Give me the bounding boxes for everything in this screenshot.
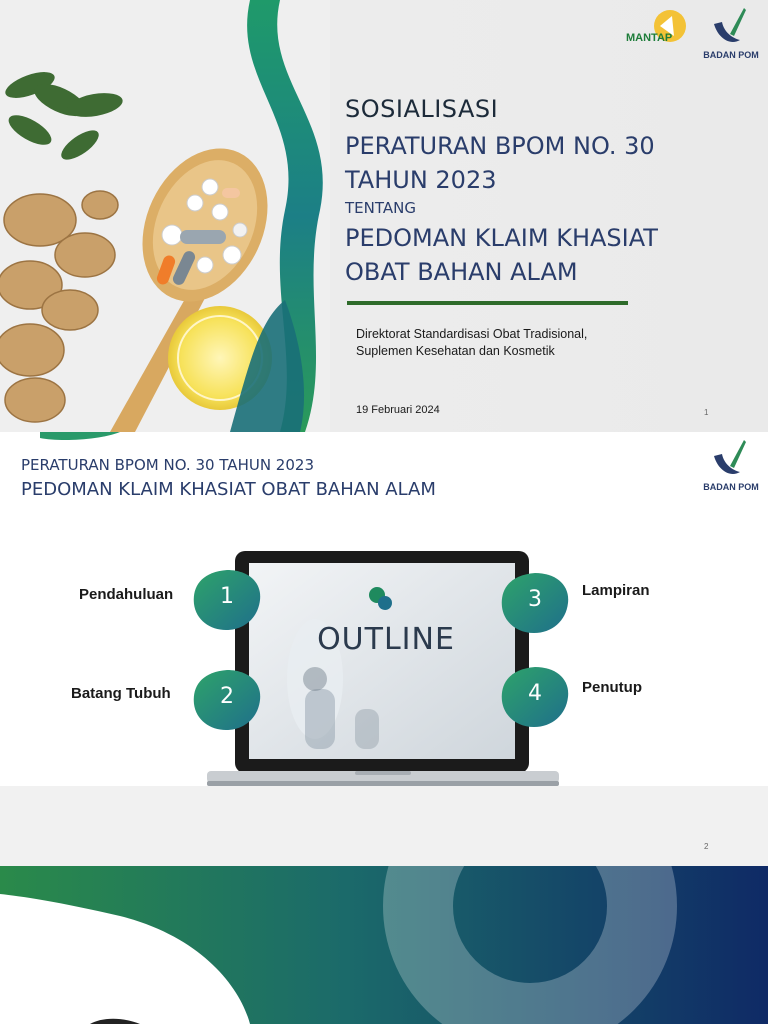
badan-pom-logo <box>700 436 762 492</box>
outline-item-penutup: Penutup <box>582 679 642 696</box>
outline-title: OUTLINE <box>317 622 455 657</box>
slide-header-regulation: PERATURAN BPOM NO. 30 TAHUN 2023 <box>21 456 314 474</box>
ribbon-tail <box>40 432 120 442</box>
title-obat: OBAT BAHAN ALAM <box>345 258 578 286</box>
outline-number-3: 3 <box>528 587 542 612</box>
directorate-line-1: Direktorat Standardisasi Obat Tradisional, <box>356 327 588 341</box>
title-block <box>345 95 755 289</box>
outline-item-pendahuluan: Pendahuluan <box>79 586 174 603</box>
slide-2-footer <box>0 786 768 866</box>
outline-number-2: 2 <box>220 684 234 709</box>
outline-bubble-4 <box>500 665 570 729</box>
title-tahun: TAHUN 2023 <box>345 166 497 194</box>
title-peraturan: PERATURAN BPOM NO. 30 <box>345 132 655 160</box>
badan-pom-logo-text: BADAN POM <box>703 50 759 60</box>
outline-number-1: 1 <box>220 584 234 609</box>
badan-pom-logo <box>700 4 762 60</box>
slide-1 <box>0 0 768 432</box>
slide-number: 1 <box>704 408 709 417</box>
slide-2 <box>0 432 768 786</box>
mantap-logo-text: MANTAP <box>626 32 673 44</box>
outline-bubble-1 <box>192 568 262 632</box>
slide-3-background <box>0 866 768 1024</box>
outline-bubble-2 <box>192 668 262 732</box>
outline-item-lampiran: Lampiran <box>582 582 650 599</box>
chat-icon <box>366 584 396 614</box>
slide-3 <box>0 866 768 1024</box>
herbal-photo <box>0 0 330 432</box>
title-pedoman: PEDOMAN KLAIM KHASIAT <box>345 224 658 252</box>
mantap-logo <box>624 8 692 54</box>
directorate-line-2: Suplemen Kesehatan dan Kosmetik <box>356 344 555 358</box>
slide-header-title: PEDOMAN KLAIM KHASIAT OBAT BAHAN ALAM <box>21 479 436 500</box>
title-sosialisasi: SOSIALISASI <box>345 95 499 123</box>
slide-number: 2 <box>704 842 709 851</box>
directorate <box>356 326 676 360</box>
badan-pom-logo-text: BADAN POM <box>703 482 759 492</box>
title-tentang: TENTANG <box>345 199 416 217</box>
title-underline <box>347 301 628 305</box>
outline-number-4: 4 <box>528 681 542 706</box>
outline-bubble-3 <box>500 571 570 635</box>
presentation-date: 19 Februari 2024 <box>356 404 440 416</box>
outline-item-batang-tubuh: Batang Tubuh <box>71 685 171 702</box>
